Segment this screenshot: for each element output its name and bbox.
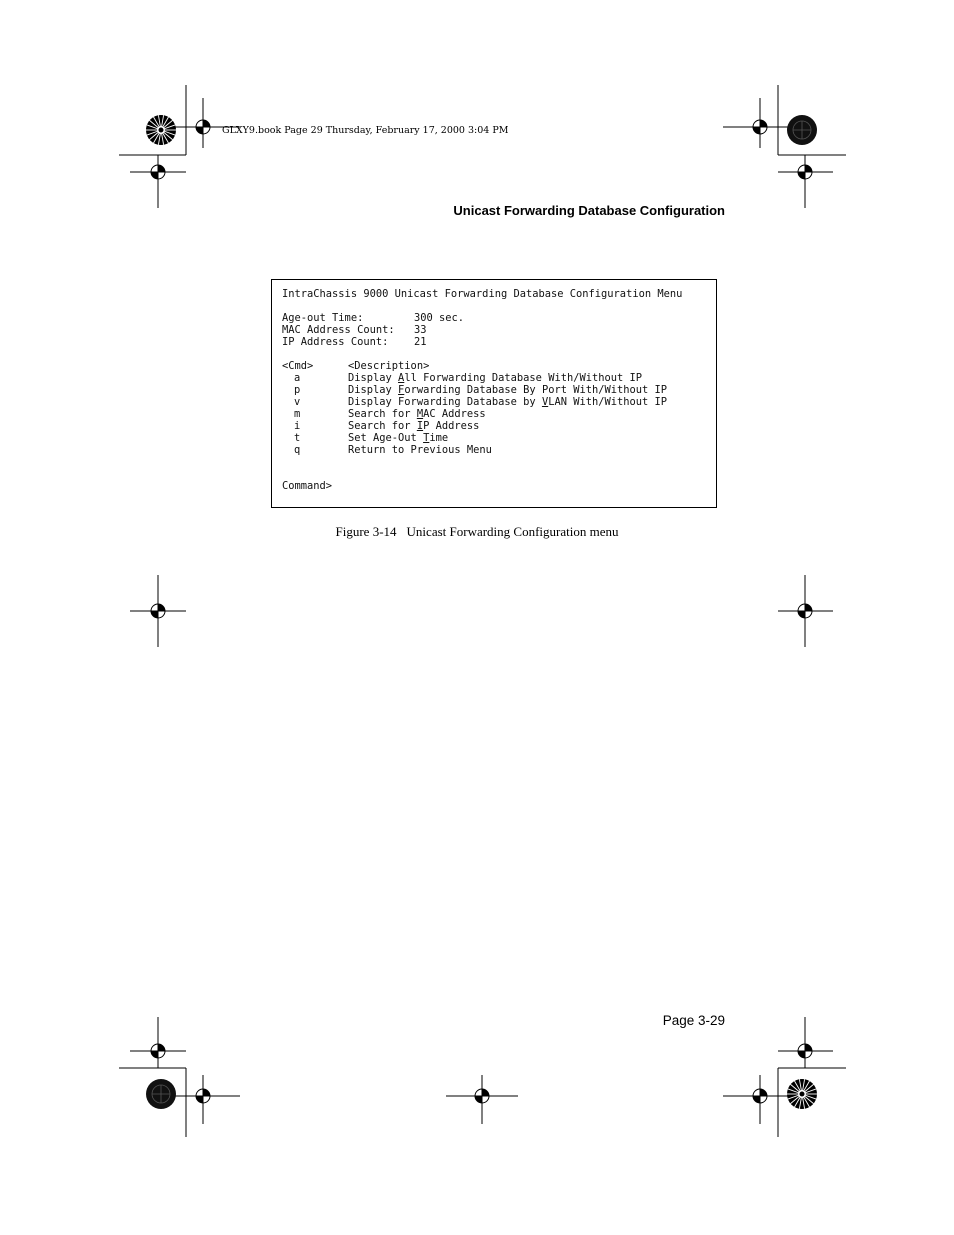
command-key: m bbox=[294, 408, 301, 420]
register-target-icon bbox=[130, 575, 186, 647]
register-target-icon bbox=[446, 1075, 518, 1124]
figure-title: Unicast Forwarding Configuration menu bbox=[406, 524, 619, 539]
cmd-header: <Cmd> bbox=[282, 360, 314, 372]
hotkey-letter: A bbox=[398, 372, 405, 384]
status-label: Age-out Time: bbox=[282, 312, 364, 324]
command-row bbox=[282, 408, 682, 420]
command-prompt: Command> bbox=[282, 480, 333, 492]
status-label: MAC Address Count: bbox=[282, 324, 395, 336]
status-row bbox=[282, 336, 682, 348]
register-target-icon bbox=[723, 1075, 797, 1124]
command-description: Search for MAC Address bbox=[348, 408, 486, 420]
starburst-icon bbox=[146, 115, 176, 145]
terminal-screenshot bbox=[271, 279, 717, 508]
register-target-icon bbox=[778, 155, 833, 208]
dark-disc-icon bbox=[146, 1079, 176, 1109]
status-value: 300 sec. bbox=[414, 312, 465, 324]
terminal-title: IntraChassis 9000 Unicast Forwarding Database Configuration Menu bbox=[282, 288, 683, 300]
register-target-icon bbox=[166, 98, 240, 148]
status-value: 21 bbox=[414, 336, 427, 348]
figure-number: Figure 3-14 bbox=[335, 524, 397, 539]
status-value: 33 bbox=[414, 324, 427, 336]
command-description: Display Forwarding Database by VLAN With/Without IP bbox=[348, 396, 668, 408]
command-key: q bbox=[294, 444, 301, 456]
command-key: a bbox=[294, 372, 301, 384]
page-number: Page 3-29 bbox=[662, 1013, 725, 1028]
command-description: Return to Previous Menu bbox=[348, 444, 492, 456]
command-row bbox=[282, 396, 682, 408]
description-header: <Description> bbox=[348, 360, 430, 372]
starburst-icon bbox=[787, 1079, 817, 1109]
book-slug: GLXY9.book Page 29 Thursday, February 17, 2000 3:04 PM bbox=[222, 125, 509, 136]
register-target-icon bbox=[778, 1017, 833, 1068]
command-key: p bbox=[294, 384, 301, 396]
hotkey-letter: V bbox=[541, 396, 549, 408]
hotkey-letter: F bbox=[398, 384, 405, 396]
command-key: t bbox=[294, 432, 301, 444]
command-description: Display Forwarding Database By Port With/Without IP bbox=[348, 384, 668, 396]
terminal-text bbox=[282, 288, 682, 492]
command-key: v bbox=[294, 396, 301, 408]
command-description: Display All Forwarding Database With/Without IP bbox=[348, 372, 643, 384]
command-row bbox=[282, 420, 682, 432]
hotkey-letter: I bbox=[416, 420, 424, 432]
hotkey-letter: T bbox=[423, 432, 430, 444]
command-description: Search for IP Address bbox=[348, 420, 480, 432]
running-head: Unicast Forwarding Database Configuration bbox=[453, 203, 725, 218]
hotkey-letter: M bbox=[416, 408, 424, 420]
register-target-icon bbox=[166, 1075, 240, 1124]
command-header-row bbox=[282, 360, 682, 372]
register-target-icon bbox=[130, 1017, 186, 1068]
command-row bbox=[282, 384, 682, 396]
status-label: IP Address Count: bbox=[282, 336, 389, 348]
status-row bbox=[282, 324, 682, 336]
command-key: i bbox=[294, 420, 301, 432]
command-description: Set Age-Out Time bbox=[348, 432, 449, 444]
crop-lines bbox=[119, 85, 846, 1137]
register-target-icon bbox=[723, 98, 797, 148]
dark-disc-icon bbox=[787, 115, 817, 145]
command-row bbox=[282, 372, 682, 384]
register-target-icon bbox=[778, 575, 833, 647]
command-row bbox=[282, 432, 682, 444]
figure-caption bbox=[0, 524, 954, 540]
command-row bbox=[282, 444, 682, 456]
status-row bbox=[282, 312, 682, 324]
register-target-icon bbox=[130, 155, 186, 208]
